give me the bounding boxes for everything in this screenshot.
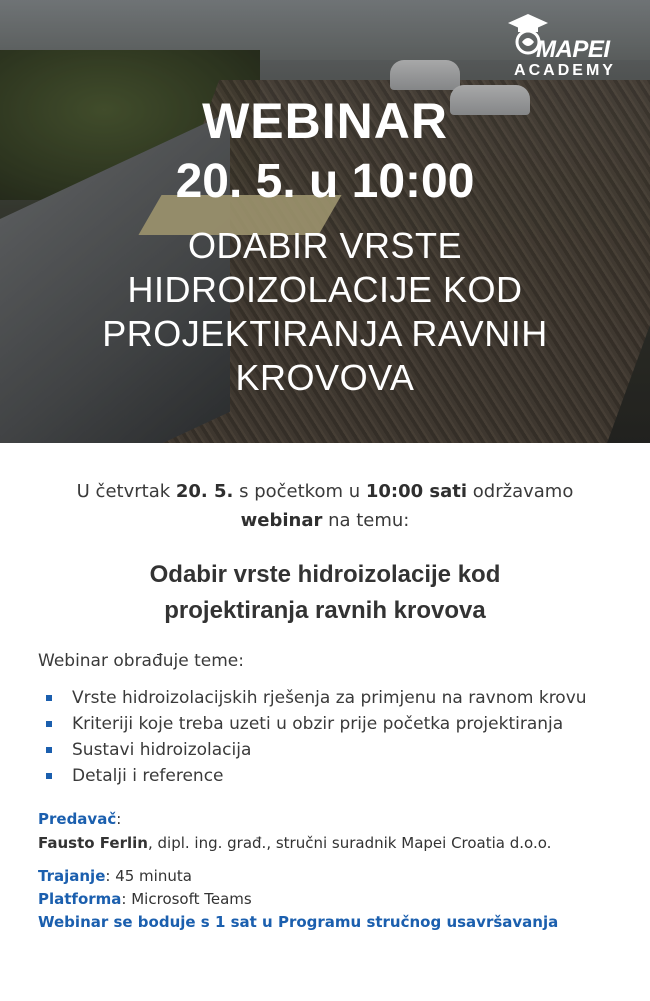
list-item [38,737,612,763]
logo-brand: MAPEI [536,36,610,63]
bullet-icon [46,773,52,779]
duration-value: : 45 minuta [105,867,192,885]
hero-subtitle [0,224,650,400]
lecturer-label: Predavač [38,810,117,828]
hero-subtitle-line: KROVOVA [235,357,415,398]
list-item [38,763,612,789]
details-block [38,865,612,934]
hero-title: WEBINAR [202,93,448,149]
intro-text: na temu: [322,510,410,531]
intro-date: 20. 5. [175,481,234,502]
list-item [38,685,612,711]
lecturer-name: Fausto Ferlin [38,834,148,852]
bullet-icon [46,747,52,753]
content [0,443,650,934]
topic-heading [38,557,612,629]
intro-paragraph [38,477,612,535]
duration-label: Trajanje [38,867,106,885]
intro-text: U četvrtak [76,481,176,502]
platform-value: : Microsoft Teams [121,890,252,908]
points-note: Webinar se boduje s 1 sat u Programu stručnog usavršavanja [38,913,559,931]
topic-line: Odabir vrste hidroizolacije kod [149,561,501,588]
hero-subtitle-line: PROJEKTIRANJA RAVNIH [102,313,548,354]
theme-text: Detalji i reference [72,766,224,786]
intro-webinar: webinar [240,510,323,531]
lecturer-block [38,807,612,855]
theme-text: Vrste hidroizolacijskih rješenja za primjenu na ravnom krovu [72,688,587,708]
intro-time: 10:00 sati [365,481,468,502]
topic-line: projektiranja ravnih krovova [164,597,486,624]
hero-banner [0,0,650,443]
logo-academy: ACADEMY [514,62,616,79]
intro-text: održavamo [467,481,574,502]
list-item [38,711,612,737]
hero-date: 20. 5. u 10:00 [175,155,475,208]
themes-lead: Webinar obrađuje teme: [38,651,244,671]
hero-subtitle-line: HIDROIZOLACIJE KOD [127,269,523,310]
hero-subtitle-line: ODABIR VRSTE [187,225,463,266]
themes-list [38,685,612,789]
intro-text: s početkom u [233,481,366,502]
bullet-icon [46,695,52,701]
lecturer-colon: : [116,810,122,828]
lecturer-desc: , dipl. ing. građ., stručni suradnik Mapei Croatia d.o.o. [147,834,552,852]
mapei-academy-logo[interactable] [500,12,630,84]
theme-text: Sustavi hidroizolacija [72,740,252,760]
bullet-icon [46,721,52,727]
theme-text: Kriteriji koje treba uzeti u obzir prije početka projektiranja [72,714,564,734]
hero-text [0,90,650,400]
platform-label: Platforma [38,890,122,908]
